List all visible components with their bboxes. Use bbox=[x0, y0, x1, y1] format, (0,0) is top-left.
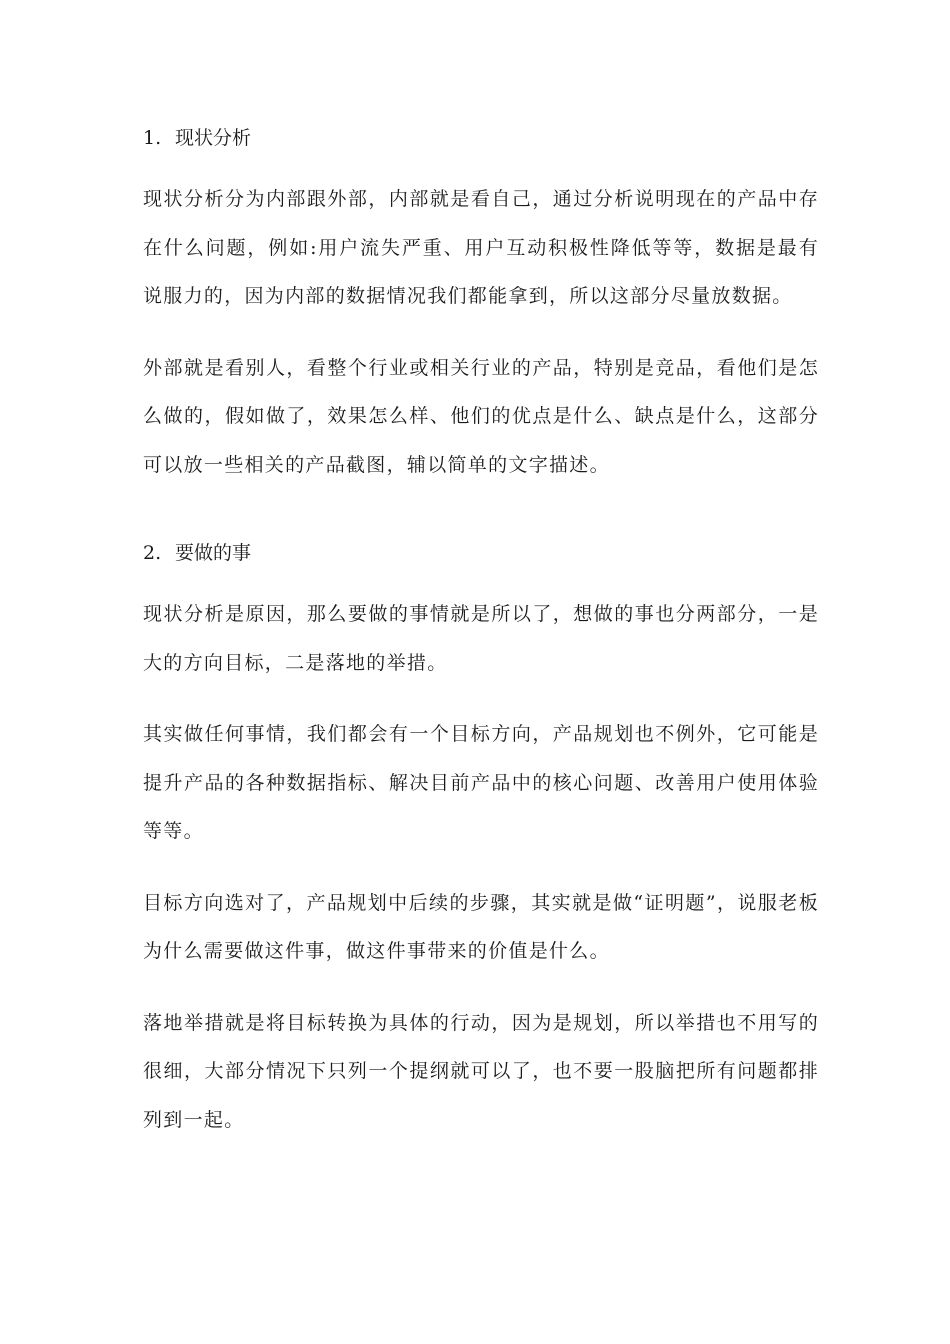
paragraph: 目标方向选对了，产品规划中后续的步骤，其实就是做“证明题”，说服老板为什么需要做这件事，做这件事带来的价值是什么。 bbox=[143, 891, 819, 962]
paragraph: 其实做任何事情，我们都会有一个目标方向，产品规划也不例外，它可能是提升产品的各种数据指标、解决目前产品中的核心问题、改善用户使用体验等等。 bbox=[143, 723, 819, 842]
paragraph: 外部就是看别人，看整个行业或相关行业的产品，特别是竞品，看他们是怎么做的，假如做了，效果怎么样、他们的优点是什么、缺点是什么，这部分可以放一些相关的产品截图，辅以简单的文字描述。 bbox=[143, 356, 819, 476]
paragraph: 落地举措就是将目标转换为具体的行动，因为是规划，所以举措也不用写的很细，大部分情况下只列一个提纲就可以了，也不要一股脑把所有问题都排列到一起。 bbox=[143, 1011, 819, 1131]
document-body bbox=[143, 120, 819, 1167]
section-heading-2 bbox=[143, 535, 819, 571]
section-title: 现状分析 bbox=[175, 127, 252, 149]
section-number: 1. bbox=[143, 127, 162, 149]
paragraph: 现状分析分为内部跟外部，内部就是看自己，通过分析说明现在的产品中存在什么问题，例如:用户流失严重、用户互动积极性降低等等，数据是最有说服力的，因为内部的数据情况我们都能拿到，所以这部分尽量放数据。 bbox=[143, 188, 819, 307]
section-heading-1 bbox=[143, 120, 819, 156]
paragraph: 现状分析是原因，那么要做的事情就是所以了，想做的事也分两部分，一是大的方向目标，二是落地的举措。 bbox=[143, 603, 819, 674]
section-number: 2. bbox=[143, 542, 162, 564]
section-title: 要做的事 bbox=[175, 542, 252, 564]
